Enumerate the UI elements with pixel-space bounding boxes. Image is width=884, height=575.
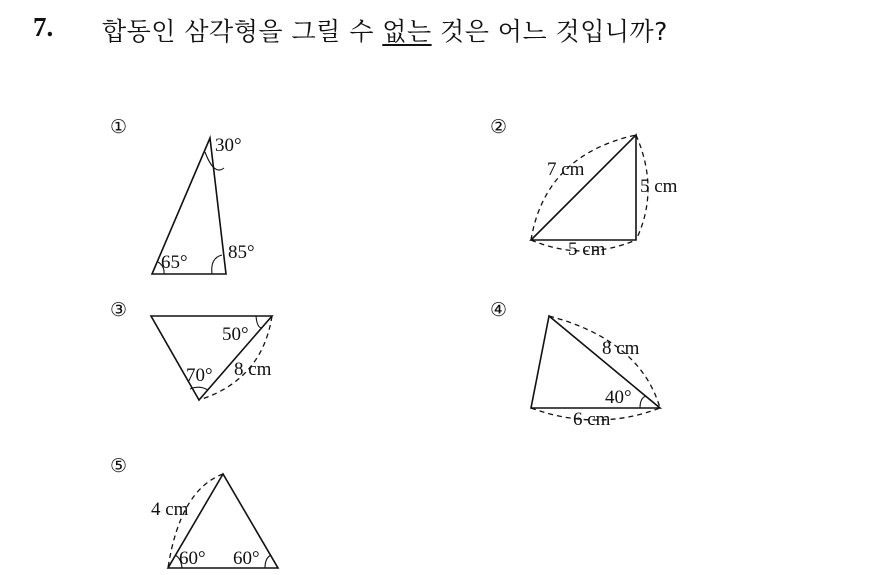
question-underlined-word: 없는 — [382, 17, 432, 46]
option-5-label-right-angle: 60° — [233, 548, 260, 569]
option-4-angle-arc — [640, 396, 646, 408]
option-2-label-hypotenuse: 7 cm — [547, 159, 585, 180]
question-text-after: 것은 어느 것입니까? — [431, 17, 668, 46]
option-2-label-base: 5 cm — [568, 239, 606, 260]
option-5-marker: ⑤ — [110, 455, 128, 477]
question-text-before: 합동인 삼각형을 그릴 수 — [102, 17, 383, 46]
option-2-marker: ② — [490, 116, 508, 138]
option-4-label-angle: 40° — [605, 387, 632, 408]
option-5 — [110, 455, 278, 569]
question-number: 7. — [33, 12, 54, 42]
option-3-angle-arc-right — [256, 316, 262, 328]
option-3 — [110, 299, 272, 400]
option-1 — [110, 116, 255, 274]
option-3-triangle — [151, 316, 272, 400]
option-3-marker: ③ — [110, 299, 128, 321]
option-2 — [490, 116, 678, 260]
option-3-label-side: 8 cm — [234, 359, 272, 380]
option-4 — [490, 299, 660, 430]
option-5-label-left-side: 4 cm — [151, 499, 189, 520]
option-4-label-long-side: 8 cm — [602, 338, 640, 359]
option-1-angle-arc-right — [212, 255, 222, 274]
option-1-label-top-angle: 30° — [215, 135, 242, 156]
option-2-triangle — [531, 135, 636, 240]
option-3-label-right-angle: 50° — [222, 324, 249, 345]
option-4-label-base: 6 cm — [573, 409, 611, 430]
option-5-angle-arc-right — [265, 555, 271, 568]
option-4-marker: ④ — [490, 299, 508, 321]
option-1-label-left-angle: 65° — [161, 252, 188, 273]
option-3-label-bottom-angle: 70° — [186, 365, 213, 386]
option-4-triangle — [531, 316, 660, 408]
option-1-label-right-angle: 85° — [228, 242, 255, 263]
option-2-label-right-side: 5 cm — [640, 176, 678, 197]
option-1-marker: ① — [110, 116, 128, 138]
option-5-label-left-angle: 60° — [179, 548, 206, 569]
